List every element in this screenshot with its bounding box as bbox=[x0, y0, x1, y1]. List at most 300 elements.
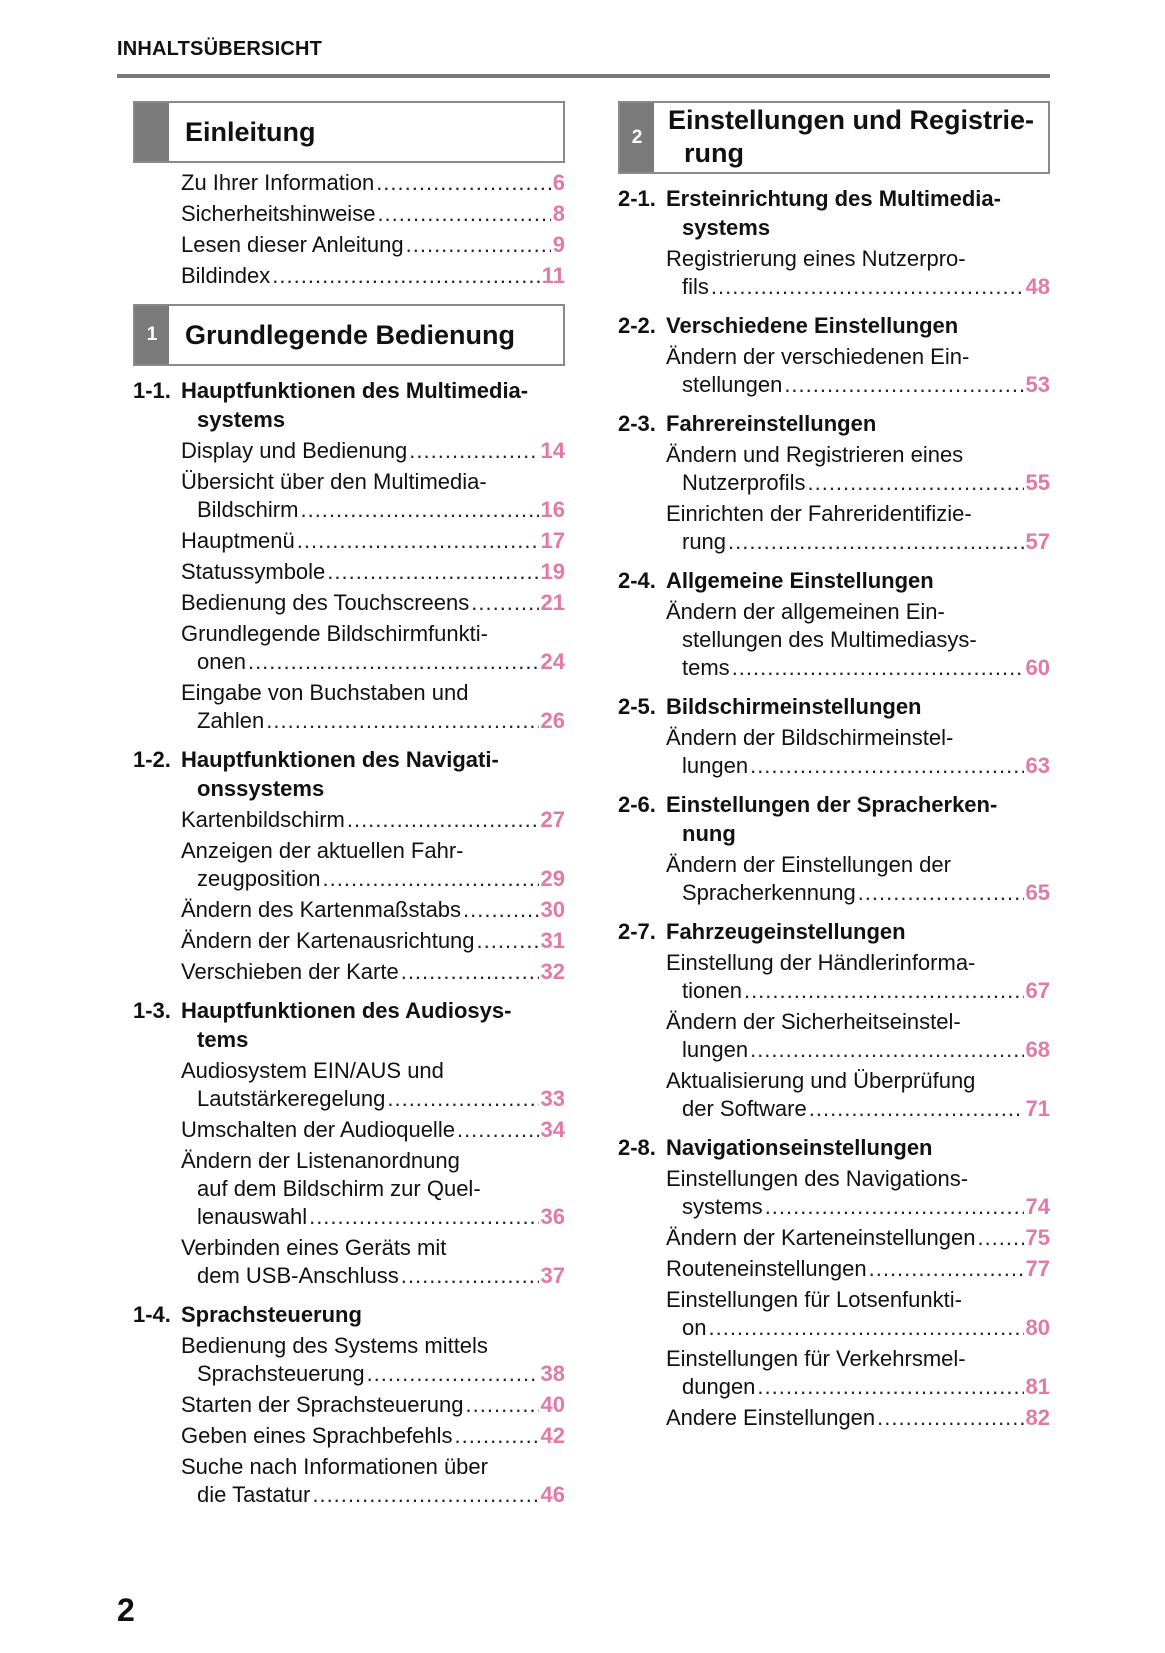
dot-leader bbox=[376, 169, 551, 197]
toc-entry-line bbox=[181, 837, 565, 865]
toc-entry-text: Kartenbildschirm bbox=[181, 807, 345, 832]
dot-leader bbox=[471, 589, 538, 617]
page-reference[interactable]: 81 bbox=[1025, 1374, 1050, 1399]
dot-leader bbox=[977, 1224, 1023, 1252]
dot-leader bbox=[309, 1203, 538, 1231]
toc-entry-line bbox=[666, 1193, 1050, 1221]
toc-entry[interactable] bbox=[181, 806, 565, 834]
page-reference[interactable]: 80 bbox=[1025, 1315, 1050, 1340]
section-number: 2-3. bbox=[618, 411, 656, 436]
toc-entry-text: Sprachsteuerung bbox=[197, 1361, 365, 1386]
toc-entry-text: Eingabe von Buchstaben und bbox=[181, 680, 469, 705]
chapter-tab bbox=[135, 103, 169, 161]
toc-entry-text: Ändern des Kartenmaßstabs bbox=[181, 897, 462, 922]
page-reference[interactable]: 82 bbox=[1025, 1405, 1050, 1430]
section-heading[interactable] bbox=[133, 745, 565, 803]
section-heading[interactable] bbox=[618, 917, 1050, 946]
toc-entry-line bbox=[666, 441, 1050, 469]
toc-entry-text: Lesen dieser Anleitung bbox=[181, 232, 404, 257]
toc-entry[interactable] bbox=[181, 558, 565, 586]
toc-entry[interactable] bbox=[181, 1332, 565, 1388]
toc-entry-line bbox=[181, 527, 565, 555]
toc-entry[interactable] bbox=[181, 1147, 565, 1231]
toc-entry-line bbox=[666, 1095, 1050, 1123]
section-heading[interactable] bbox=[618, 311, 1050, 340]
toc-entry-text: onen bbox=[197, 649, 246, 674]
toc-entry-line bbox=[181, 1234, 565, 1262]
dot-leader bbox=[387, 1085, 538, 1113]
page-reference[interactable]: 63 bbox=[1025, 753, 1050, 778]
toc-entry[interactable] bbox=[181, 262, 565, 290]
toc-entry[interactable] bbox=[181, 169, 565, 197]
dot-leader bbox=[455, 1422, 539, 1450]
page-reference[interactable]: 24 bbox=[540, 649, 565, 674]
toc-entry-text: Ändern der verschiedenen Ein- bbox=[666, 344, 970, 369]
dot-leader bbox=[858, 879, 1024, 907]
toc-entry-text: Ändern der Kartenausrichtung bbox=[181, 928, 475, 953]
dot-leader bbox=[377, 200, 550, 228]
section-title: nung bbox=[682, 821, 736, 846]
dot-leader bbox=[327, 558, 538, 586]
toc-entry-line bbox=[181, 1360, 565, 1388]
page-reference[interactable]: 16 bbox=[540, 497, 565, 522]
toc-entry-line bbox=[666, 245, 1050, 273]
toc-entry[interactable] bbox=[181, 1234, 565, 1290]
toc-entry-text: Ändern der Bildschirmeinstel- bbox=[666, 725, 954, 750]
toc-entry-text: Grundlegende Bildschirmfunkti- bbox=[181, 621, 488, 646]
toc-entry-line bbox=[666, 752, 1050, 780]
toc-entry-line bbox=[666, 343, 1050, 371]
page-reference[interactable]: 29 bbox=[540, 866, 565, 891]
chapter-title: Grundlegende Bedienung bbox=[185, 319, 516, 350]
toc-entry-text: Ändern und Registrieren eines bbox=[666, 442, 964, 467]
dot-leader bbox=[750, 752, 1023, 780]
dot-leader bbox=[765, 1193, 1024, 1221]
toc-entry-line bbox=[181, 1481, 565, 1509]
toc-entry-line bbox=[181, 896, 565, 924]
section-title: Bildschirmeinstellungen bbox=[666, 694, 922, 719]
dot-leader bbox=[784, 371, 1023, 399]
toc-entry-text: Audiosystem EIN/AUS und bbox=[181, 1058, 444, 1083]
toc-entry-text: Starten der Sprachsteuerung bbox=[181, 1392, 464, 1417]
section-title: Navigationseinstellungen bbox=[666, 1135, 933, 1160]
toc-entry-line bbox=[666, 1255, 1050, 1283]
page-reference[interactable]: 11 bbox=[541, 263, 565, 288]
page-reference[interactable]: 8 bbox=[552, 201, 565, 226]
toc-entry-line bbox=[181, 1453, 565, 1481]
toc-entry-line bbox=[181, 496, 565, 524]
dot-leader bbox=[809, 1095, 1024, 1123]
toc-entry-text: Umschalten der Audioquelle bbox=[181, 1117, 455, 1142]
section-title: Hauptfunktionen des Audiosys- bbox=[181, 998, 512, 1023]
toc-entry[interactable] bbox=[181, 1453, 565, 1509]
section-number: 2-8. bbox=[618, 1135, 656, 1160]
page-reference[interactable]: 14 bbox=[540, 438, 565, 463]
section-number: 1-3. bbox=[133, 998, 171, 1023]
dot-leader bbox=[869, 1255, 1024, 1283]
toc-entry-text: Lautstärkeregelung bbox=[197, 1086, 386, 1111]
page-number: 2 bbox=[117, 1592, 135, 1628]
toc-entry-text: Bildschirm bbox=[197, 497, 299, 522]
dot-leader bbox=[347, 806, 539, 834]
toc-entry-text: Anzeigen der aktuellen Fahr- bbox=[181, 838, 464, 863]
page-reference[interactable]: 71 bbox=[1025, 1096, 1050, 1121]
page-reference[interactable]: 37 bbox=[540, 1263, 565, 1288]
page-reference[interactable]: 33 bbox=[540, 1086, 565, 1111]
toc-entry[interactable] bbox=[181, 679, 565, 735]
toc-entry-text: Ändern der allgemeinen Ein- bbox=[666, 599, 945, 624]
toc-entry[interactable] bbox=[181, 437, 565, 465]
toc-entry-text: tems bbox=[682, 655, 730, 680]
toc-entry-text: Ändern der Einstellungen der bbox=[666, 852, 951, 877]
toc-entry-line bbox=[666, 654, 1050, 682]
toc-entry-text: Bedienung des Touchscreens bbox=[181, 590, 470, 615]
toc-entry-text: auf dem Bildschirm zur Quel- bbox=[197, 1176, 481, 1201]
toc-entry-line bbox=[181, 1057, 565, 1085]
toc-entry-text: Ändern der Karteneinstellungen bbox=[666, 1225, 976, 1250]
toc-entry-line bbox=[666, 273, 1050, 301]
toc-entry-text: Routeneinstellungen bbox=[666, 1256, 867, 1281]
toc-entry-line bbox=[181, 620, 565, 648]
toc-entry-text: Registrierung eines Nutzerpro- bbox=[666, 246, 966, 271]
toc-entry-line bbox=[666, 1165, 1050, 1193]
toc-entry-text: Ändern der Listenanordnung bbox=[181, 1148, 460, 1173]
dot-leader bbox=[728, 528, 1023, 556]
page-reference[interactable]: 67 bbox=[1025, 978, 1050, 1003]
page-reference[interactable]: 57 bbox=[1025, 529, 1050, 554]
toc-entry-line bbox=[666, 598, 1050, 626]
dot-leader bbox=[807, 469, 1023, 497]
toc-entry-text: Übersicht über den Multimedia- bbox=[181, 469, 487, 494]
toc-entry-text: Suche nach Informationen über bbox=[181, 1454, 488, 1479]
section-title: tems bbox=[197, 1027, 249, 1052]
toc-entry-text: dem USB-Anschluss bbox=[197, 1263, 399, 1288]
dot-leader bbox=[463, 896, 538, 924]
toc-entry-text: Verschieben der Karte bbox=[181, 959, 399, 984]
toc-entry-line bbox=[181, 927, 565, 955]
toc-entry[interactable] bbox=[666, 1345, 1050, 1401]
toc-entry-line bbox=[181, 589, 565, 617]
page-reference[interactable]: 40 bbox=[540, 1392, 565, 1417]
chapter-1-sections bbox=[133, 376, 565, 1509]
toc-entry-text: Zu Ihrer Information bbox=[181, 170, 375, 195]
toc-entry[interactable] bbox=[181, 837, 565, 893]
section-number: 1-4. bbox=[133, 1302, 171, 1327]
toc-entry-text: Einstellungen des Navigations- bbox=[666, 1166, 969, 1191]
toc-entry-text: systems bbox=[682, 1194, 763, 1219]
toc-entry[interactable] bbox=[666, 949, 1050, 1005]
toc-entry-line bbox=[666, 1314, 1050, 1342]
page-reference[interactable]: 75 bbox=[1025, 1225, 1050, 1250]
chapter-title-line: Einstellungen und Registrie- bbox=[668, 105, 1035, 135]
toc-entry-text: Bildindex bbox=[181, 263, 271, 288]
toc-entry-line bbox=[181, 1175, 565, 1203]
toc-entry-text: dungen bbox=[682, 1374, 756, 1399]
toc-entry-line bbox=[666, 977, 1050, 1005]
page-reference[interactable]: 36 bbox=[540, 1204, 565, 1229]
toc-entry-line bbox=[181, 468, 565, 496]
toc-entry-line bbox=[666, 626, 1050, 654]
section-number: 2-5. bbox=[618, 694, 656, 719]
dot-leader bbox=[248, 648, 539, 676]
toc-entry[interactable] bbox=[181, 896, 565, 924]
chapter-1[interactable] bbox=[133, 304, 565, 366]
toc-entry[interactable] bbox=[181, 1391, 565, 1419]
toc-entry[interactable] bbox=[181, 1116, 565, 1144]
chapter-title-line: rung bbox=[684, 138, 744, 168]
dot-leader bbox=[711, 273, 1024, 301]
toc-entry-line bbox=[181, 1116, 565, 1144]
toc-entry-text: Verbinden eines Geräts mit bbox=[181, 1235, 447, 1260]
toc-entry-line bbox=[181, 958, 565, 986]
toc-entry-text: lenauswahl bbox=[197, 1204, 308, 1229]
chapter-number: 2 bbox=[620, 103, 654, 172]
page-reference[interactable]: 46 bbox=[540, 1482, 565, 1507]
toc-entry-text: rung bbox=[682, 529, 727, 554]
toc-entry-line bbox=[666, 469, 1050, 497]
section-heading[interactable] bbox=[618, 184, 1050, 242]
toc-entry[interactable] bbox=[666, 1404, 1050, 1432]
page-reference[interactable]: 53 bbox=[1025, 372, 1050, 397]
toc-entry-line bbox=[666, 1373, 1050, 1401]
section-number: 1-2. bbox=[133, 747, 171, 772]
page-reference[interactable]: 55 bbox=[1025, 470, 1050, 495]
toc-entry-text: Spracherkennung bbox=[682, 880, 856, 905]
dot-leader bbox=[457, 1116, 539, 1144]
page-reference[interactable]: 34 bbox=[540, 1117, 565, 1142]
toc-entry-text: Sicherheitshinweise bbox=[181, 201, 376, 226]
header-rule bbox=[117, 74, 1050, 78]
toc-entry-text: der Software bbox=[682, 1096, 807, 1121]
page-reference[interactable]: 32 bbox=[540, 959, 565, 984]
toc-entry-line bbox=[666, 851, 1050, 879]
toc-entry-line bbox=[181, 262, 565, 290]
toc-entry-line bbox=[181, 1332, 565, 1360]
section-title: Fahrereinstellungen bbox=[666, 411, 877, 436]
page-reference[interactable]: 60 bbox=[1025, 655, 1050, 680]
dot-leader bbox=[323, 865, 539, 893]
dot-leader bbox=[708, 1314, 1023, 1342]
page-reference[interactable]: 6 bbox=[552, 170, 565, 195]
toc-entry-text: Hauptmenü bbox=[181, 528, 295, 553]
chapter-number: 1 bbox=[135, 306, 169, 364]
dot-leader bbox=[401, 958, 539, 986]
section-title: systems bbox=[197, 407, 286, 432]
section-title: Hauptfunktionen des Multimedia- bbox=[181, 378, 529, 403]
toc-entry[interactable] bbox=[666, 500, 1050, 556]
toc-entry-text: lungen bbox=[682, 753, 749, 778]
page-reference[interactable]: 74 bbox=[1025, 1194, 1050, 1219]
toc-entry-line bbox=[181, 231, 565, 259]
section-heading[interactable] bbox=[618, 790, 1050, 848]
toc-entry-line bbox=[666, 949, 1050, 977]
section-heading[interactable] bbox=[618, 692, 1050, 721]
section-heading[interactable] bbox=[618, 1133, 1050, 1162]
section-title: Verschiedene Einstellungen bbox=[666, 313, 959, 338]
section-title: Einstellungen der Spracherken- bbox=[666, 792, 998, 817]
toc-entry-line bbox=[181, 1422, 565, 1450]
toc-entry[interactable] bbox=[181, 468, 565, 524]
toc-entry-text: Einstellung der Händlerinforma- bbox=[666, 950, 976, 975]
toc-entry-line bbox=[666, 371, 1050, 399]
toc-entry-text: Statussymbole bbox=[181, 559, 326, 584]
dot-leader bbox=[750, 1036, 1023, 1064]
toc-entry-text: Einstellungen für Lotsenfunkti- bbox=[666, 1287, 962, 1312]
toc-entry[interactable] bbox=[666, 441, 1050, 497]
section-title: Sprachsteuerung bbox=[181, 1302, 362, 1327]
chapter-title bbox=[654, 103, 1048, 172]
toc-entry[interactable] bbox=[181, 958, 565, 986]
toc-entry[interactable] bbox=[666, 245, 1050, 301]
page-reference[interactable]: 48 bbox=[1025, 274, 1050, 299]
toc-entry-line bbox=[181, 806, 565, 834]
toc-entry-text: Einrichten der Fahreridentifizie- bbox=[666, 501, 972, 526]
toc-entry-line bbox=[666, 1224, 1050, 1252]
toc-entry[interactable] bbox=[181, 1422, 565, 1450]
toc-entry-text: Display und Bedienung bbox=[181, 438, 408, 463]
toc-entry-text: Andere Einstellungen bbox=[666, 1405, 876, 1430]
chapter-intro[interactable] bbox=[133, 101, 565, 163]
toc-entry-line bbox=[181, 679, 565, 707]
toc-entry[interactable] bbox=[181, 527, 565, 555]
toc-entry-text: on bbox=[682, 1315, 707, 1340]
toc-entry[interactable] bbox=[181, 1057, 565, 1113]
dot-leader bbox=[367, 1360, 539, 1388]
toc-entry-text: Nutzerprofils bbox=[682, 470, 806, 495]
page-reference[interactable]: 30 bbox=[540, 897, 565, 922]
toc-entry-line bbox=[181, 1203, 565, 1231]
toc-entry-line bbox=[666, 1067, 1050, 1095]
toc-entry[interactable] bbox=[666, 1165, 1050, 1221]
toc-entry-text: Aktualisierung und Überprüfung bbox=[666, 1068, 976, 1093]
dot-leader bbox=[466, 1391, 539, 1419]
dot-leader bbox=[757, 1373, 1023, 1401]
section-heading[interactable] bbox=[133, 996, 565, 1054]
toc-entry-line bbox=[666, 1404, 1050, 1432]
dot-leader bbox=[877, 1404, 1023, 1432]
page-reference[interactable]: 68 bbox=[1025, 1037, 1050, 1062]
toc-entry[interactable] bbox=[666, 1067, 1050, 1123]
dot-leader bbox=[312, 1481, 538, 1509]
toc-entry[interactable] bbox=[181, 200, 565, 228]
toc-right-column bbox=[618, 101, 1050, 1432]
toc-entry[interactable] bbox=[666, 1224, 1050, 1252]
section-title: Ersteinrichtung des Multimedia- bbox=[666, 186, 1001, 211]
toc-entry-line bbox=[666, 724, 1050, 752]
section-heading[interactable] bbox=[133, 1300, 565, 1329]
toc-entry[interactable] bbox=[666, 724, 1050, 780]
dot-leader bbox=[406, 231, 551, 259]
page-reference[interactable]: 65 bbox=[1025, 880, 1050, 905]
section-heading[interactable] bbox=[133, 376, 565, 434]
dot-leader bbox=[732, 654, 1024, 682]
toc-entry[interactable] bbox=[666, 1008, 1050, 1064]
toc-entry-text: Bedienung des Systems mittels bbox=[181, 1333, 488, 1358]
dot-leader bbox=[477, 927, 539, 955]
page-reference[interactable]: 26 bbox=[540, 708, 565, 733]
toc-entry-text: tionen bbox=[682, 978, 742, 1003]
toc-entry[interactable] bbox=[666, 851, 1050, 907]
page-reference[interactable]: 38 bbox=[540, 1361, 565, 1386]
toc-entry-line bbox=[181, 200, 565, 228]
toc-entry-line bbox=[666, 500, 1050, 528]
toc-entry-line bbox=[181, 1085, 565, 1113]
toc-entry-line bbox=[666, 879, 1050, 907]
dot-leader bbox=[409, 437, 538, 465]
page-reference[interactable]: 17 bbox=[540, 528, 565, 553]
section-number: 2-6. bbox=[618, 792, 656, 817]
toc-entry[interactable] bbox=[181, 620, 565, 676]
toc-left-column bbox=[133, 101, 565, 1509]
dot-leader bbox=[744, 977, 1024, 1005]
toc-entry[interactable] bbox=[666, 598, 1050, 682]
toc-entry-text: fils bbox=[682, 274, 709, 299]
section-title: Hauptfunktionen des Navigati- bbox=[181, 747, 499, 772]
toc-entry-line bbox=[181, 558, 565, 586]
section-number: 2-7. bbox=[618, 919, 656, 944]
toc-entry-text: Einstellungen für Verkehrsmel- bbox=[666, 1346, 966, 1371]
page-reference[interactable]: 19 bbox=[540, 559, 565, 584]
toc-entry[interactable] bbox=[666, 1286, 1050, 1342]
toc-entry-text: Ändern der Sicherheitseinstel- bbox=[666, 1009, 961, 1034]
toc-entry-text: lungen bbox=[682, 1037, 749, 1062]
toc-entry-line bbox=[181, 169, 565, 197]
section-title: Allgemeine Einstellungen bbox=[666, 568, 934, 593]
page-reference[interactable]: 27 bbox=[540, 807, 565, 832]
toc-entry-line bbox=[181, 865, 565, 893]
section-heading[interactable] bbox=[618, 566, 1050, 595]
section-title: systems bbox=[682, 215, 771, 240]
chapter-2-sections bbox=[618, 184, 1050, 1432]
section-number: 1-1. bbox=[133, 378, 171, 403]
page-reference[interactable]: 77 bbox=[1025, 1256, 1050, 1281]
toc-entry[interactable] bbox=[181, 231, 565, 259]
toc-entry[interactable] bbox=[181, 589, 565, 617]
section-title: Fahrzeugeinstellungen bbox=[666, 919, 906, 944]
intro-entries bbox=[133, 169, 565, 290]
toc-entry-text: stellungen bbox=[682, 372, 783, 397]
section-number: 2-1. bbox=[618, 186, 656, 211]
toc-entry-line bbox=[181, 1391, 565, 1419]
dot-leader bbox=[401, 1262, 539, 1290]
dot-leader bbox=[272, 262, 539, 290]
section-heading[interactable] bbox=[618, 409, 1050, 438]
toc-entry[interactable] bbox=[666, 1255, 1050, 1283]
toc-entry-text: Geben eines Sprachbefehls bbox=[181, 1423, 453, 1448]
toc-entry-text: Zahlen bbox=[197, 708, 265, 733]
toc-entry[interactable] bbox=[181, 927, 565, 955]
toc-entry-line bbox=[666, 1286, 1050, 1314]
page-reference[interactable]: 31 bbox=[540, 928, 565, 953]
page-header-title: INHALTSÜBERSICHT bbox=[117, 38, 323, 60]
page-reference[interactable]: 42 bbox=[540, 1423, 565, 1448]
toc-entry-text: die Tastatur bbox=[197, 1482, 311, 1507]
section-number: 2-2. bbox=[618, 313, 656, 338]
toc-entry[interactable] bbox=[666, 343, 1050, 399]
section-number: 2-4. bbox=[618, 568, 656, 593]
section-title: onssystems bbox=[197, 776, 325, 801]
dot-leader bbox=[300, 496, 538, 524]
page-reference[interactable]: 21 bbox=[540, 590, 565, 615]
toc-entry-line bbox=[181, 437, 565, 465]
page-reference[interactable]: 9 bbox=[552, 232, 565, 257]
toc-entry-line bbox=[666, 1036, 1050, 1064]
chapter-title: Einleitung bbox=[185, 116, 316, 147]
chapter-2[interactable] bbox=[618, 101, 1050, 174]
dot-leader bbox=[297, 527, 539, 555]
toc-entry-line bbox=[666, 1008, 1050, 1036]
toc-entry-text: stellungen des Multimediasys- bbox=[682, 627, 977, 652]
